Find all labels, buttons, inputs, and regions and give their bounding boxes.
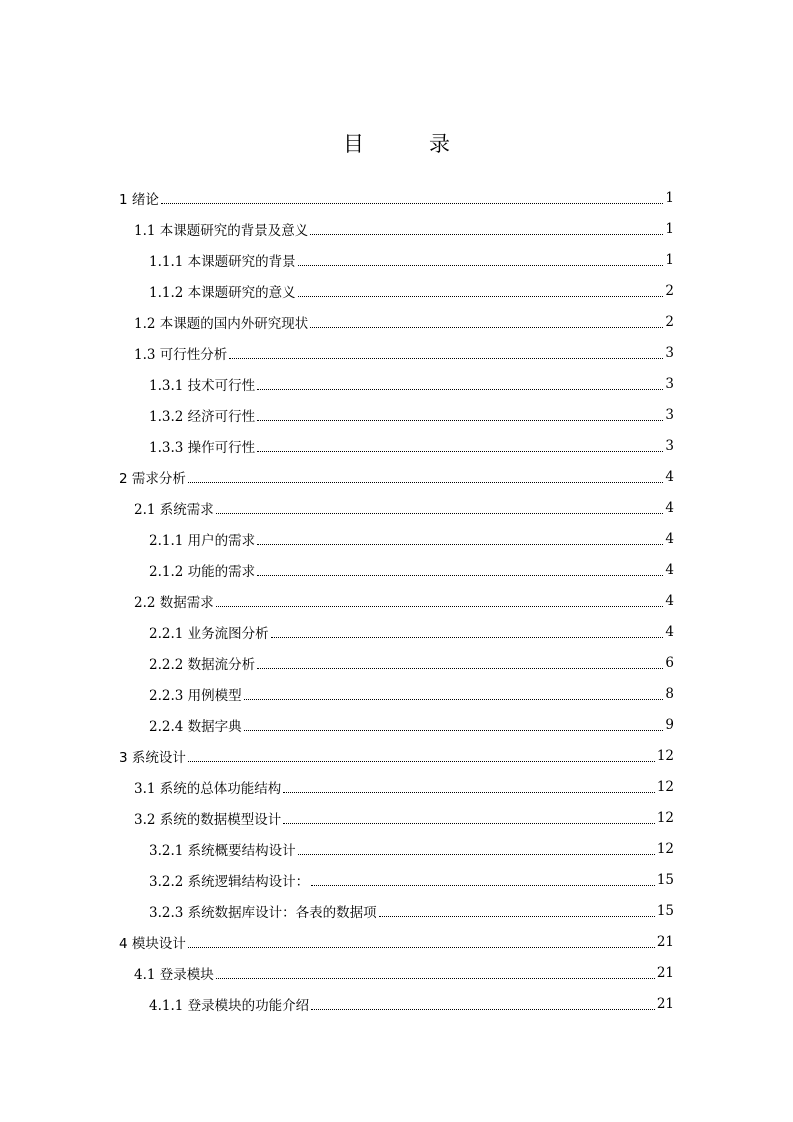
toc-entry-label: 2.2.1 业务流图分析	[149, 626, 269, 642]
dot-leader	[298, 265, 664, 266]
toc-entry-label: 1.3.1 技术可行性	[149, 378, 256, 394]
toc-entry-page: 9	[665, 717, 674, 733]
toc-entry-label: 1.2 本课题的国内外研究现状	[134, 316, 309, 332]
toc-entry[interactable]	[119, 744, 674, 768]
toc-entry-label: 2.2.2 数据流分析	[149, 657, 256, 673]
toc-entry-label: 3.2.2 系统逻辑结构设计：	[149, 874, 310, 890]
dot-leader	[257, 668, 663, 669]
toc-entry[interactable]	[134, 589, 674, 613]
dot-leader	[244, 730, 664, 731]
toc-entry[interactable]	[149, 248, 674, 272]
toc-entry-label: 3.2.1 系统概要结构设计	[149, 843, 296, 859]
toc-entry[interactable]	[134, 496, 674, 520]
dot-leader	[298, 854, 655, 855]
toc-entry-page: 3	[665, 438, 674, 454]
dot-leader	[188, 947, 655, 948]
dot-leader	[257, 420, 663, 421]
toc-entry-label: 3.1 系统的总体功能结构	[134, 781, 282, 797]
toc-entry-label: 4 模块设计	[119, 936, 186, 952]
toc-entry-page: 6	[665, 655, 674, 671]
toc-entry[interactable]	[149, 620, 674, 644]
toc-entry[interactable]	[149, 279, 674, 303]
dot-leader	[310, 327, 663, 328]
dot-leader	[188, 761, 655, 762]
toc-entry-page: 15	[656, 872, 674, 888]
toc-entry-page: 1	[665, 190, 674, 206]
toc-entry[interactable]	[134, 961, 674, 985]
toc-entry-page: 2	[665, 283, 674, 299]
toc-entry-label: 2.2 数据需求	[134, 595, 214, 611]
toc-entry[interactable]	[134, 310, 674, 334]
dot-leader	[188, 482, 664, 483]
dot-leader	[229, 358, 663, 359]
dot-leader	[161, 203, 664, 204]
toc-entry-page: 8	[665, 686, 674, 702]
toc-entry-label: 1.3.3 操作可行性	[149, 440, 256, 456]
dot-leader	[216, 606, 664, 607]
toc-entry[interactable]	[149, 403, 674, 427]
toc-entry-label: 4.1 登录模块	[134, 967, 214, 983]
toc-entry[interactable]	[134, 341, 674, 365]
toc-entry-label: 2.2.4 数据字典	[149, 719, 242, 735]
toc-entry[interactable]	[149, 434, 674, 458]
toc-entry-page: 1	[665, 221, 674, 237]
toc-entry[interactable]	[149, 868, 674, 892]
dot-leader	[379, 916, 655, 917]
toc-entry-page: 4	[665, 469, 674, 485]
toc-entry-page: 12	[656, 748, 674, 764]
toc-entry-label: 1.3.2 经济可行性	[149, 409, 256, 425]
toc-entry-page: 21	[656, 965, 674, 981]
dot-leader	[244, 699, 664, 700]
toc-entry-page: 21	[656, 996, 674, 1012]
dot-leader	[311, 1009, 655, 1010]
toc-entry-label: 1.3 可行性分析	[134, 347, 228, 363]
toc-entry[interactable]	[149, 372, 674, 396]
toc-entry[interactable]	[149, 558, 674, 582]
toc-entry-label: 3.2.3 系统数据库设计：各表的数据项	[149, 905, 377, 921]
toc-entry-label: 3.2 系统的数据模型设计	[134, 812, 282, 828]
toc-entry[interactable]	[119, 930, 674, 954]
dot-leader	[257, 389, 663, 390]
toc-entry-page: 12	[656, 779, 674, 795]
toc-entry-page: 3	[665, 345, 674, 361]
toc-entry[interactable]	[149, 992, 674, 1016]
dot-leader	[283, 792, 655, 793]
toc-entry[interactable]	[119, 186, 674, 210]
toc-entry-page: 4	[665, 624, 674, 640]
dot-leader	[298, 296, 664, 297]
toc-entry-page: 3	[665, 376, 674, 392]
toc-entry-label: 3 系统设计	[119, 750, 186, 766]
toc-entry[interactable]	[149, 713, 674, 737]
dot-leader	[311, 885, 655, 886]
toc-entry-page: 3	[665, 407, 674, 423]
toc-entry[interactable]	[134, 217, 674, 241]
toc-entry-page: 15	[656, 903, 674, 919]
dot-leader	[271, 637, 664, 638]
toc-entry[interactable]	[134, 806, 674, 830]
toc-title: 目 录	[343, 132, 472, 156]
dot-leader	[257, 451, 663, 452]
toc-entry-page: 2	[665, 314, 674, 330]
toc-entry[interactable]	[119, 465, 674, 489]
toc-entry-page: 1	[665, 252, 674, 268]
toc-entry[interactable]	[149, 682, 674, 706]
dot-leader	[310, 234, 663, 235]
toc-entry[interactable]	[134, 775, 674, 799]
toc-entry-label: 1.1.1 本课题研究的背景	[149, 254, 296, 270]
dot-leader	[216, 978, 655, 979]
toc-entry[interactable]	[149, 527, 674, 551]
toc-entry-page: 12	[656, 841, 674, 857]
toc-entry-page: 4	[665, 500, 674, 516]
dot-leader	[257, 575, 663, 576]
toc-entry-label: 4.1.1 登录模块的功能介绍	[149, 998, 310, 1014]
toc-entry[interactable]	[149, 837, 674, 861]
dot-leader	[257, 544, 663, 545]
toc-entry-label: 2.2.3 用例模型	[149, 688, 242, 704]
toc-entry-label: 2 需求分析	[119, 471, 186, 487]
dot-leader	[216, 513, 664, 514]
toc-entry-page: 4	[665, 593, 674, 609]
toc-entry-page: 4	[665, 531, 674, 547]
toc-entry-label: 2.1.2 功能的需求	[149, 564, 256, 580]
toc-entry[interactable]	[149, 651, 674, 675]
toc-entry-label: 1.1 本课题研究的背景及意义	[134, 223, 309, 239]
toc-entry-page: 12	[656, 810, 674, 826]
toc-entry-label: 2.1.1 用户的需求	[149, 533, 256, 549]
toc-entry-label: 1.1.2 本课题研究的意义	[149, 285, 296, 301]
dot-leader	[283, 823, 655, 824]
toc-entry-label: 2.1 系统需求	[134, 502, 214, 518]
toc-entry-label: 1 绪论	[119, 192, 159, 208]
toc-entry-page: 4	[665, 562, 674, 578]
toc-entry[interactable]	[149, 899, 674, 923]
toc-entry-page: 21	[656, 934, 674, 950]
